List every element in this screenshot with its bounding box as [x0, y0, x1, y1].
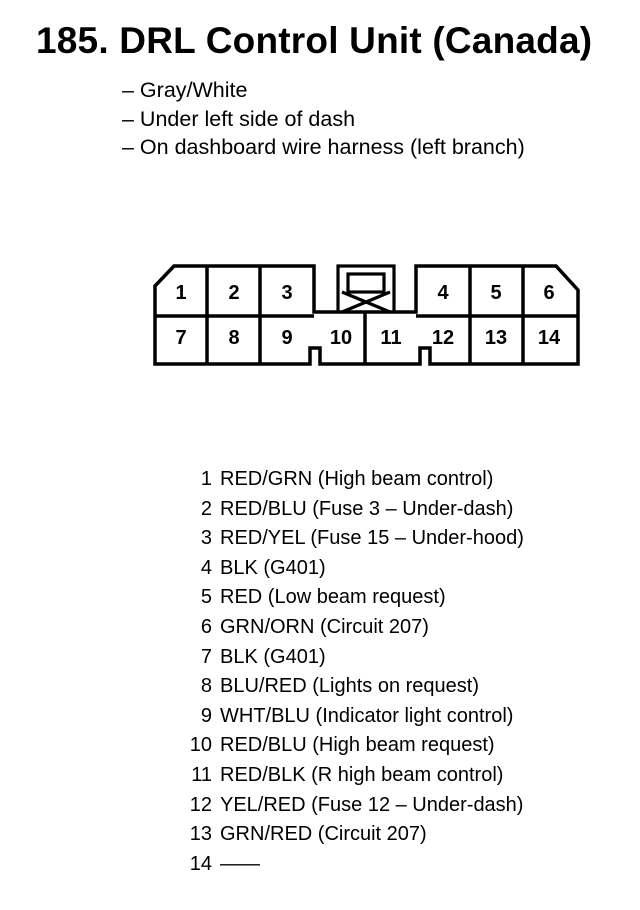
- list-item: [180, 731, 524, 761]
- pin-description: GRN/ORN (Circuit 207): [220, 615, 429, 638]
- pin-number: 5: [200, 586, 212, 609]
- pin-number: 14: [189, 852, 212, 875]
- pin-label: 9: [281, 327, 293, 349]
- list-item: [180, 524, 524, 554]
- list-item: [180, 495, 524, 525]
- list-item: [180, 583, 524, 613]
- locking-tab-icon: [338, 266, 394, 312]
- pin-label: 14: [537, 327, 561, 349]
- pinout-list: [180, 465, 524, 879]
- connector-harness: – On dashboard wire harness (left branch): [122, 135, 525, 159]
- pin-number: 2: [200, 497, 212, 520]
- list-item: [180, 554, 524, 584]
- list-item: [180, 761, 524, 791]
- pin-description: RED (Low beam request): [220, 586, 446, 609]
- pin-label: 1: [175, 282, 187, 304]
- pin-description: RED/BLU (High beam request): [220, 734, 495, 757]
- pin-number: 3: [200, 527, 212, 550]
- pin-description: BLU/RED (Lights on request): [220, 675, 480, 698]
- pin-number: 10: [189, 734, 212, 757]
- connector-color: – Gray/White: [122, 78, 248, 102]
- pin-description: RED/BLK (R high beam control): [220, 763, 504, 786]
- connector-location: – Under left side of dash: [122, 106, 356, 131]
- pin-description: BLK (G401): [220, 556, 326, 579]
- pin-description: ——: [220, 852, 260, 875]
- pin-description: YEL/RED (Fuse 12 – Under-dash): [220, 793, 524, 816]
- list-item: [180, 672, 524, 702]
- pin-label: 10: [329, 327, 353, 349]
- pin-number: 11: [191, 763, 212, 786]
- pin-number: 12: [189, 793, 212, 816]
- pin-description: RED/YEL (Fuse 15 – Under-hood): [220, 527, 524, 550]
- list-item: [180, 643, 524, 673]
- pin-label: 3: [281, 282, 293, 304]
- pin-label: 5: [490, 282, 502, 304]
- pin-number: 9: [200, 704, 212, 727]
- pin-description: GRN/RED (Circuit 207): [220, 823, 427, 846]
- pin-description: BLK (G401): [220, 645, 326, 668]
- pin-label: 6: [543, 282, 555, 304]
- pin-number: 1: [200, 468, 212, 490]
- pin-number: 4: [200, 556, 212, 579]
- list-item: [180, 791, 524, 821]
- list-item: [180, 820, 524, 850]
- list-item: [180, 465, 524, 495]
- pin-number: 7: [200, 645, 212, 668]
- pin-description: RED/BLU (Fuse 3 – Under-dash): [220, 497, 514, 520]
- pin-number: 8: [200, 675, 212, 698]
- pin-label: 13: [484, 327, 508, 349]
- pin-number: 6: [200, 615, 212, 638]
- pin-description: RED/GRN (High beam control): [220, 468, 494, 490]
- list-item: [180, 850, 524, 880]
- pin-label: 2: [228, 282, 240, 304]
- list-item: [180, 613, 524, 643]
- pin-label: 4: [437, 282, 449, 304]
- pin-label: 8: [228, 327, 240, 349]
- page-title: 185. DRL Control Unit (Canada): [36, 20, 593, 61]
- pin-number: 13: [189, 823, 212, 846]
- pin-label: 12: [431, 327, 455, 349]
- list-item: [180, 702, 524, 732]
- pin-label: 11: [380, 327, 402, 349]
- pin-label: 7: [175, 327, 187, 349]
- pin-description: WHT/BLU (Indicator light control): [220, 704, 514, 727]
